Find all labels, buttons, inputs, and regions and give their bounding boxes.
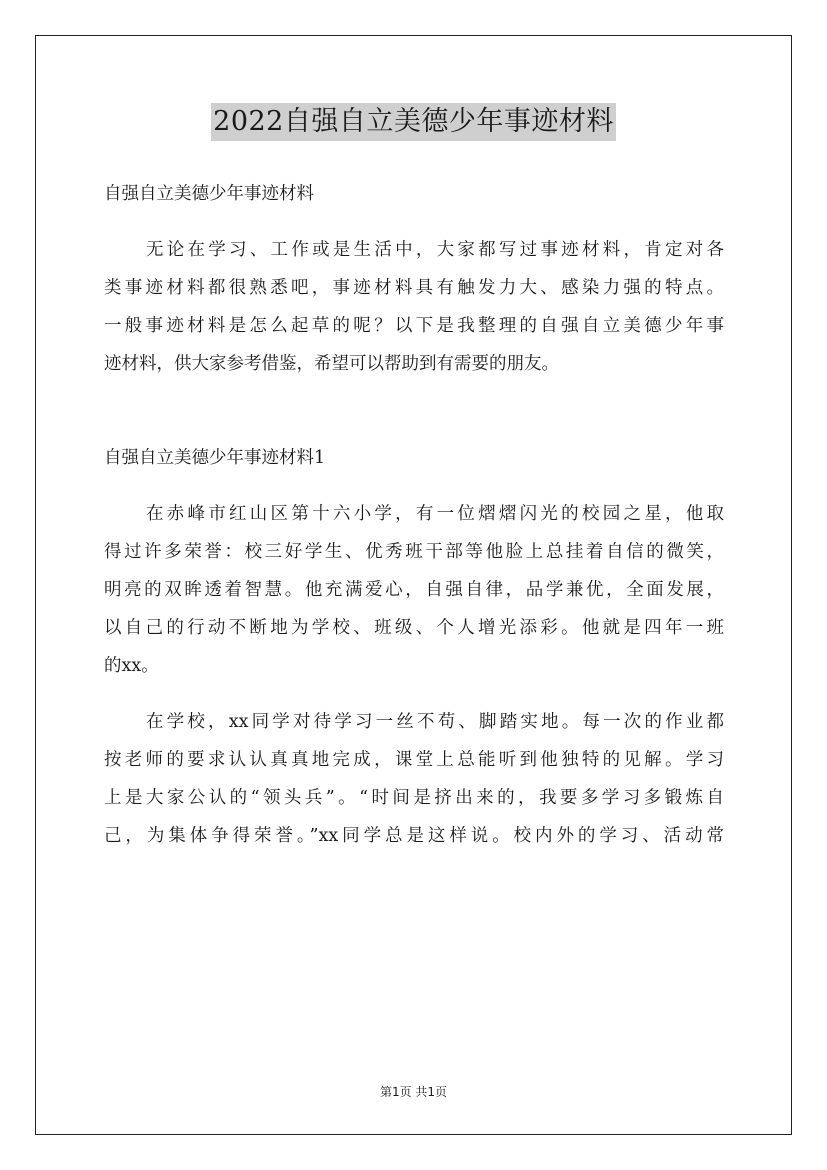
paragraph-2 bbox=[104, 703, 724, 855]
paragraph-line: 的xx。 bbox=[104, 656, 159, 676]
paragraph-line: 以自己的行动不断地为学校、班级、个人增光添彩。他就是四年一班 bbox=[104, 618, 724, 638]
paragraph-line: 在学校，xx同学对待学习一丝不苟、脚踏实地。每一次的作业都 bbox=[146, 712, 724, 732]
title-container bbox=[0, 103, 827, 141]
paragraph-line: 明亮的双眸透着智慧。他充满爱心，自强自律，品学兼优，全面发展， bbox=[104, 580, 724, 600]
paragraph-line: 上是大家公认的“领头兵”。“时间是挤出来的，我要多学习多锻炼自 bbox=[104, 788, 724, 808]
paragraph-line: 类事迹材料都很熟悉吧，事迹材料具有触发力大、感染力强的特点。 bbox=[104, 278, 724, 298]
document-subtitle: 自强自立美德少年事迹材料 bbox=[104, 184, 314, 204]
paragraph-1 bbox=[104, 495, 724, 685]
paragraph-line: 按老师的要求认认真真地完成，课堂上总能听到他独特的见解。学习 bbox=[104, 750, 724, 770]
intro-paragraph bbox=[104, 231, 724, 383]
page-footer: 第1页 共1页 bbox=[379, 1085, 448, 1099]
paragraph-line: 在赤峰市红山区第十六小学，有一位熠熠闪光的校园之星，他取 bbox=[146, 504, 724, 524]
document-title: 2022自强自立美德少年事迹材料 bbox=[211, 103, 616, 141]
paragraph-line: 得过许多荣誉：校三好学生、优秀班干部等他脸上总挂着自信的微笑， bbox=[104, 542, 724, 562]
document-body bbox=[104, 175, 724, 855]
section-heading: 自强自立美德少年事迹材料1 bbox=[104, 448, 326, 468]
paragraph-line: 无论在学习、工作或是生活中，大家都写过事迹材料，肯定对各 bbox=[146, 240, 724, 260]
paragraph-line: 迹材料，供大家参考借鉴，希望可以帮助到有需要的朋友。 bbox=[104, 354, 559, 374]
paragraph-line: 己，为集体争得荣誉。”xx同学总是这样说。校内外的学习、活动常 bbox=[104, 826, 724, 846]
paragraph-line: 一般事迹材料是怎么起草的呢？以下是我整理的自强自立美德少年事 bbox=[104, 316, 724, 336]
